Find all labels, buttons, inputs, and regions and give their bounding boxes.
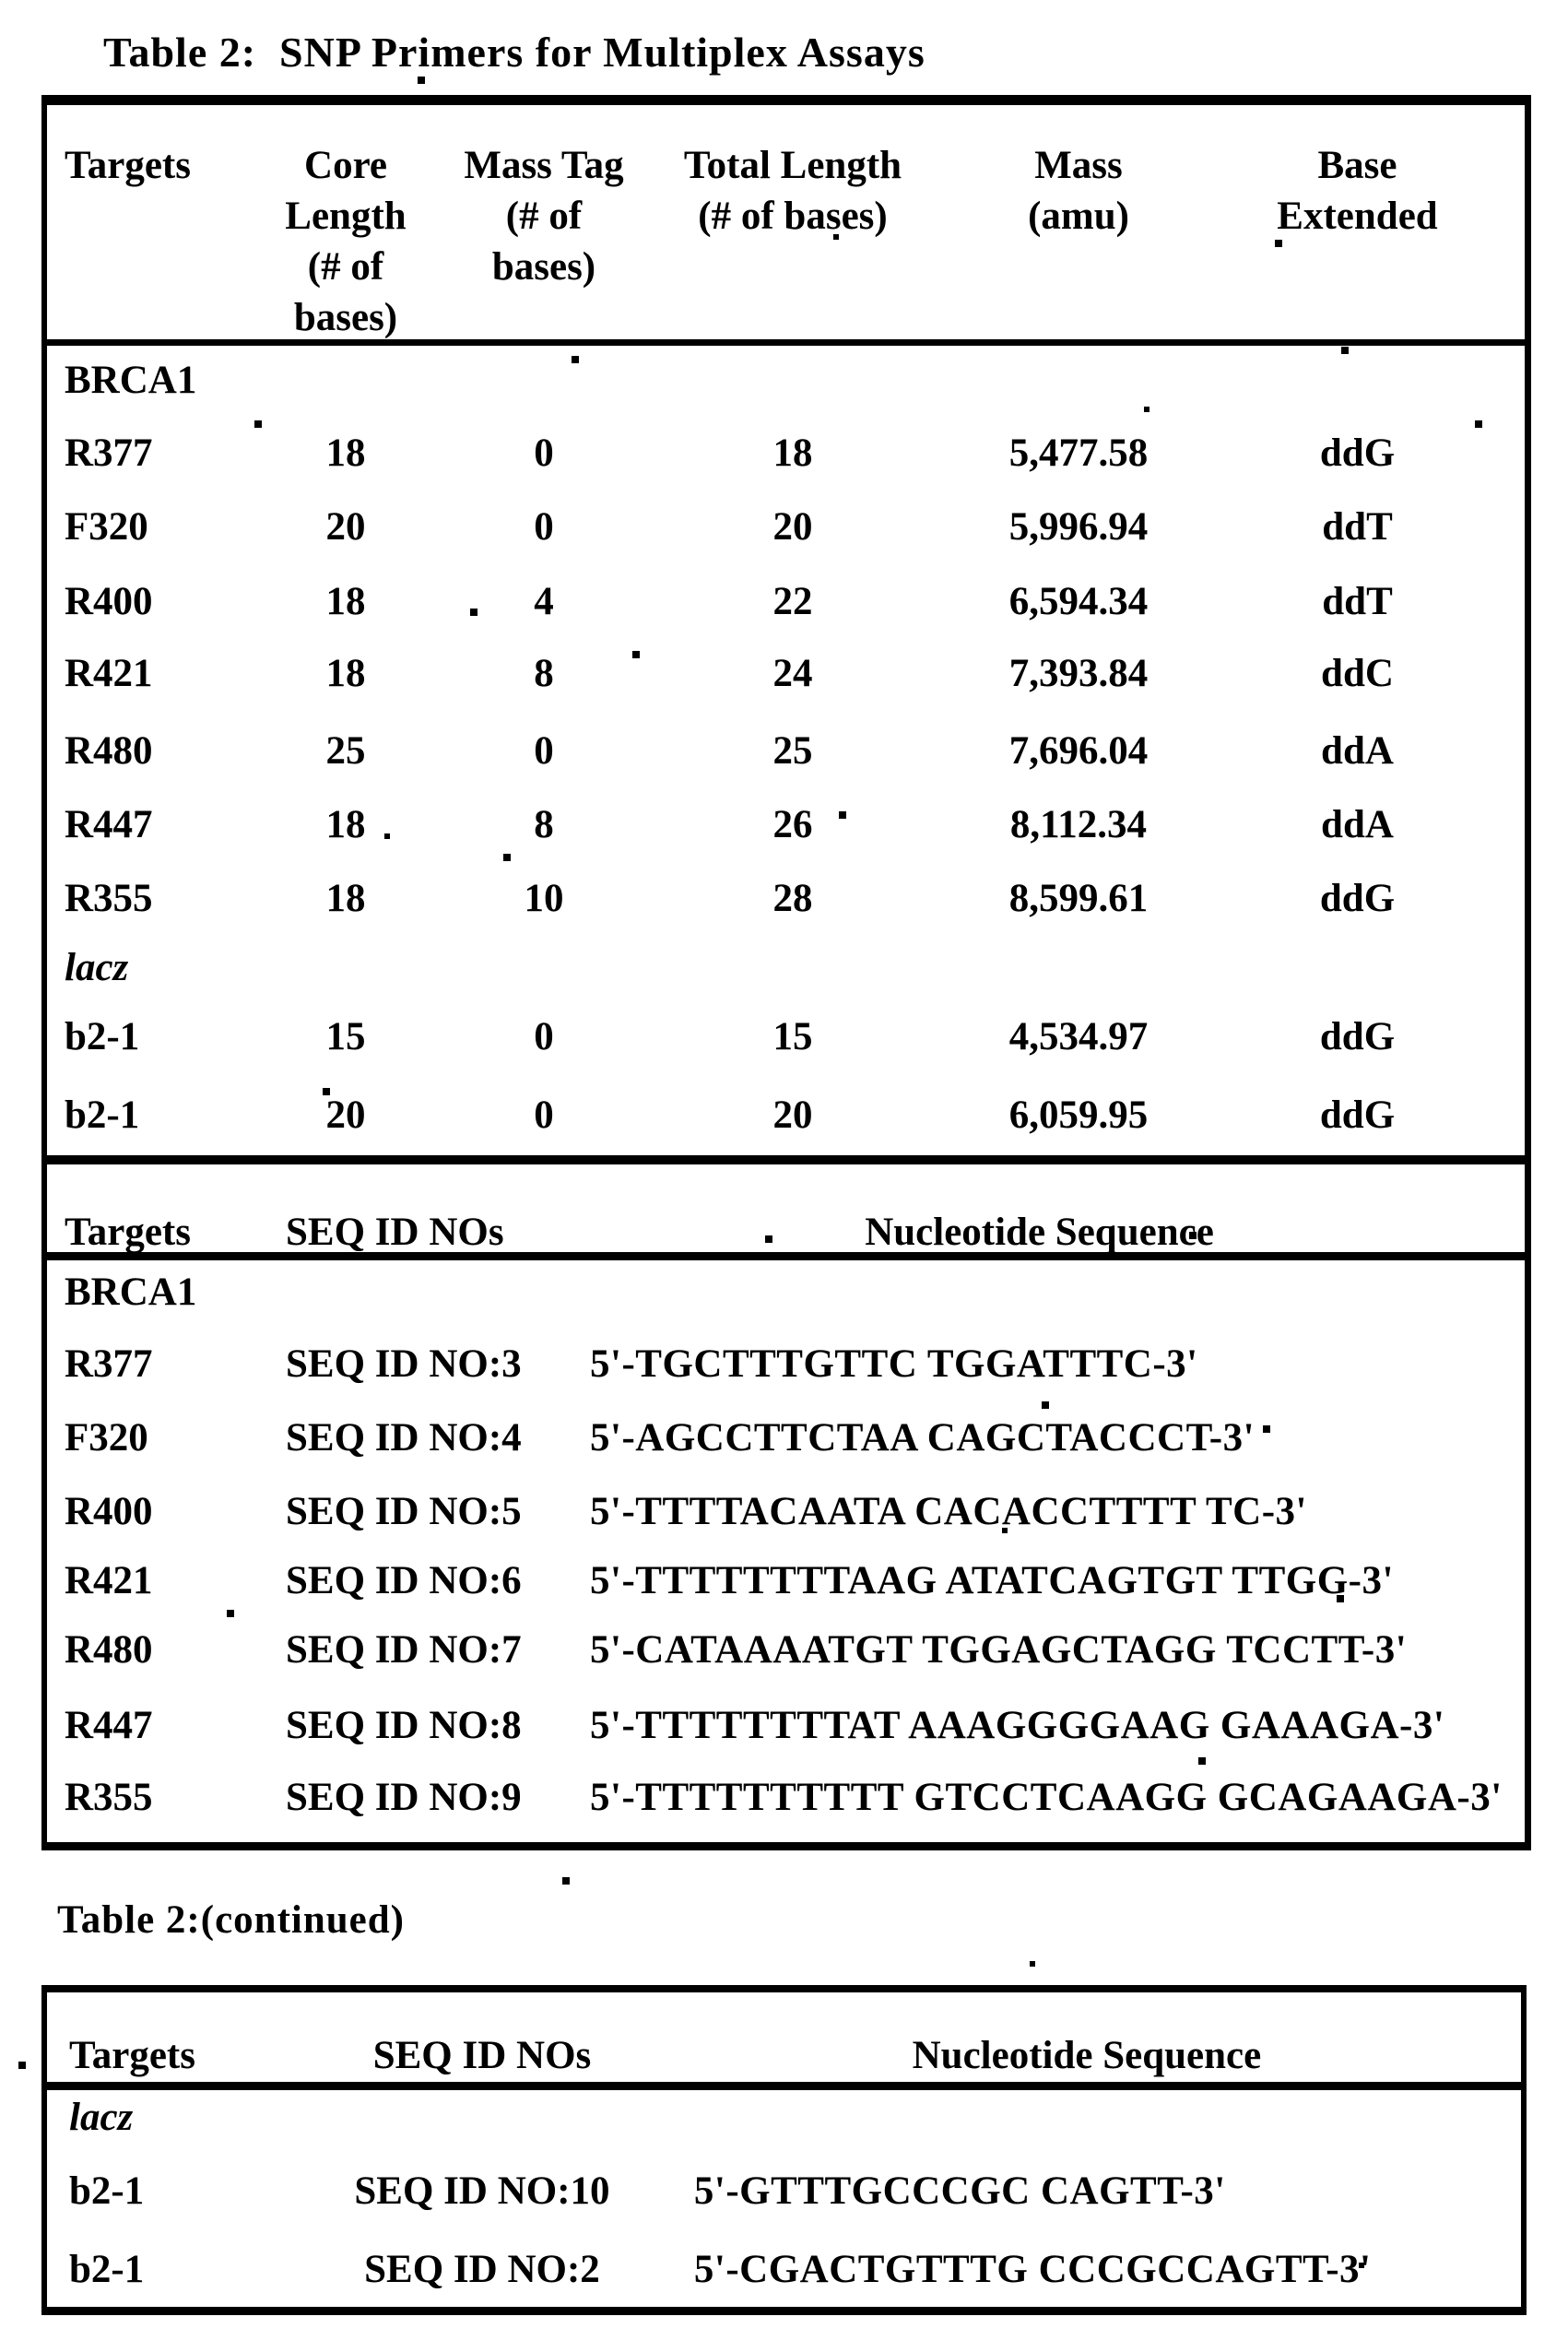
seq-id-cell: SEQ ID NO:7 bbox=[286, 1628, 522, 1672]
table1-table2-separator bbox=[41, 1155, 1531, 1164]
table3-top-border bbox=[41, 1985, 1527, 1992]
mass-cell: 5,477.58 bbox=[1008, 431, 1149, 475]
target-cell: R421 bbox=[65, 652, 153, 695]
target-cell: R355 bbox=[65, 877, 153, 920]
core-length-column-header: Core Length (# of bases) bbox=[285, 144, 407, 339]
table-row bbox=[65, 1775, 1503, 1821]
mass-tag-cell: 10 bbox=[524, 877, 564, 920]
nucleotide-sequence-cell: 5'-CATAAAATGT TGGAGCTAGG TCCTT-3' bbox=[590, 1628, 1408, 1672]
table1-bottom-border bbox=[41, 1842, 1531, 1850]
nucleotide-sequence-cell: 5'-CGACTGTTTG CCCGCCAGTT-3' bbox=[693, 2248, 1372, 2291]
total-length-cell: 22 bbox=[772, 580, 813, 623]
table-row bbox=[65, 1093, 1489, 1139]
table-row bbox=[65, 1627, 1489, 1673]
scan-noise bbox=[0, 0, 4, 4]
base-extended-cell: ddG bbox=[1319, 1093, 1396, 1137]
nucleotide-sequence-cell: 5'-AGCCTTCTAA CAGCTACCCT-3' bbox=[590, 1416, 1256, 1460]
core-length-cell: 18 bbox=[325, 431, 366, 475]
seq-id-cell: SEQ ID NO:10 bbox=[354, 2169, 610, 2213]
table-row bbox=[65, 1341, 1489, 1388]
table-section-row bbox=[65, 1270, 1489, 1316]
table-row bbox=[65, 651, 1489, 697]
mass-column-header: Mass (amu) bbox=[1028, 144, 1129, 238]
target-cell: F320 bbox=[65, 505, 148, 549]
target-cell: R480 bbox=[65, 1628, 153, 1672]
mass-cell: 6,594.34 bbox=[1008, 580, 1149, 623]
target-cell: R400 bbox=[65, 1490, 153, 1533]
mass-tag-cell: 0 bbox=[534, 505, 554, 549]
section-label: lacz bbox=[69, 2096, 134, 2139]
table2-header-row bbox=[65, 1210, 1489, 1256]
core-length-cell: 18 bbox=[325, 877, 366, 920]
section-label: BRCA1 bbox=[65, 1271, 197, 1314]
table1-left-border bbox=[41, 95, 47, 1850]
base-extended-cell: ddA bbox=[1321, 803, 1394, 846]
core-length-cell: 18 bbox=[325, 652, 366, 695]
table-section-row bbox=[65, 945, 1489, 991]
target-cell: R400 bbox=[65, 580, 153, 623]
table-row bbox=[69, 2169, 1480, 2215]
target-cell: R447 bbox=[65, 803, 153, 846]
section-label: BRCA1 bbox=[65, 359, 197, 402]
nucleotide-sequence-cell: 5'-TTTTTTTTAAG ATATCAGTGT TTGG-3' bbox=[590, 1559, 1394, 1602]
table3-bottom-border bbox=[41, 2307, 1527, 2315]
target-cell: R480 bbox=[65, 729, 153, 773]
target-cell: b2-1 bbox=[69, 2248, 145, 2291]
total-length-cell: 24 bbox=[772, 652, 813, 695]
table-row bbox=[65, 728, 1489, 774]
base-extended-column-header: Base Extended bbox=[1277, 144, 1438, 238]
mass-cell: 6,059.95 bbox=[1008, 1093, 1149, 1137]
target-cell: R377 bbox=[65, 1342, 153, 1386]
mass-tag-column-header: Mass Tag (# of bases) bbox=[464, 144, 624, 289]
target-cell: R355 bbox=[65, 1776, 153, 1819]
seq-id-column-header: SEQ ID NOs bbox=[286, 1211, 504, 1254]
base-extended-cell: ddG bbox=[1319, 877, 1396, 920]
targets-column-header: Targets bbox=[65, 1211, 191, 1254]
base-extended-cell: ddA bbox=[1321, 729, 1394, 773]
nucleotide-sequence-cell: 5'-TTTTTTTTTT GTCCTCAAGG GCAGAAGA-3' bbox=[590, 1776, 1503, 1819]
table-row bbox=[65, 1489, 1489, 1535]
target-cell: R377 bbox=[65, 431, 153, 475]
table2-continued-title: Table 2:(continued) bbox=[57, 1898, 405, 1942]
table3-header-row bbox=[69, 2033, 1480, 2079]
table1-top-border bbox=[41, 95, 1531, 105]
table-row bbox=[65, 431, 1489, 477]
page-title: Table 2: SNP Primers for Multiplex Assays bbox=[103, 29, 925, 76]
base-extended-cell: ddG bbox=[1319, 431, 1396, 475]
seq-id-cell: SEQ ID NO:4 bbox=[286, 1416, 522, 1460]
table-row bbox=[65, 1558, 1489, 1604]
mass-tag-cell: 8 bbox=[534, 803, 554, 846]
mass-tag-cell: 4 bbox=[534, 580, 554, 623]
table-row bbox=[65, 1703, 1489, 1749]
total-length-cell: 20 bbox=[772, 1093, 813, 1137]
seq-id-cell: SEQ ID NO:6 bbox=[286, 1559, 522, 1602]
core-length-cell: 20 bbox=[325, 505, 366, 549]
target-cell: b2-1 bbox=[69, 2169, 145, 2213]
seq-id-cell: SEQ ID NO:3 bbox=[286, 1342, 522, 1386]
total-length-cell: 15 bbox=[772, 1015, 813, 1058]
base-extended-cell: ddG bbox=[1319, 1015, 1396, 1058]
table-row bbox=[65, 802, 1489, 848]
target-cell: b2-1 bbox=[65, 1015, 140, 1058]
nucleotide-sequence-cell: 5'-TTTTACAATA CACACCTTTT TC-3' bbox=[590, 1490, 1307, 1533]
seq-id-cell: SEQ ID NO:9 bbox=[286, 1776, 522, 1819]
core-length-cell: 18 bbox=[325, 580, 366, 623]
seq-id-cell: SEQ ID NO:8 bbox=[286, 1704, 522, 1747]
table-row bbox=[65, 1014, 1489, 1060]
mass-tag-cell: 0 bbox=[534, 1093, 554, 1137]
table3-header-separator bbox=[41, 2082, 1527, 2090]
mass-tag-cell: 8 bbox=[534, 652, 554, 695]
table3-right-border bbox=[1521, 1985, 1527, 2315]
table-section-row bbox=[65, 358, 1489, 404]
mass-tag-cell: 0 bbox=[534, 729, 554, 773]
core-length-cell: 20 bbox=[325, 1093, 366, 1137]
table-row bbox=[69, 2247, 1480, 2293]
total-length-cell: 26 bbox=[772, 803, 813, 846]
total-length-cell: 20 bbox=[772, 505, 813, 549]
table-section-row bbox=[69, 2095, 1480, 2141]
target-cell: R421 bbox=[65, 1559, 153, 1602]
total-length-cell: 25 bbox=[772, 729, 813, 773]
table-row bbox=[65, 579, 1489, 625]
total-length-cell: 28 bbox=[772, 877, 813, 920]
mass-cell: 7,393.84 bbox=[1008, 652, 1149, 695]
seq-id-cell: SEQ ID NO:2 bbox=[364, 2248, 600, 2291]
base-extended-cell: ddT bbox=[1322, 505, 1393, 549]
base-extended-cell: ddT bbox=[1322, 580, 1393, 623]
table3-left-border bbox=[41, 1985, 47, 2315]
mass-cell: 4,534.97 bbox=[1008, 1015, 1149, 1058]
core-length-cell: 25 bbox=[325, 729, 366, 773]
mass-tag-cell: 0 bbox=[534, 1015, 554, 1058]
targets-column-header: Targets bbox=[69, 2034, 195, 2077]
total-length-cell: 18 bbox=[772, 431, 813, 475]
table1-right-border bbox=[1525, 95, 1531, 1850]
nucleotide-sequence-column-header: Nucleotide Sequence bbox=[912, 2034, 1262, 2077]
target-cell: b2-1 bbox=[65, 1093, 140, 1137]
table1-header-row bbox=[65, 140, 1489, 343]
mass-cell: 8,112.34 bbox=[1009, 803, 1148, 846]
core-length-cell: 18 bbox=[325, 803, 366, 846]
total-length-column-header: Total Length (# of bases) bbox=[683, 144, 902, 238]
seq-id-cell: SEQ ID NO:5 bbox=[286, 1490, 522, 1533]
base-extended-cell: ddC bbox=[1321, 652, 1394, 695]
nucleotide-sequence-cell: 5'-TGCTTTGTTC TGGATTTC-3' bbox=[590, 1342, 1198, 1386]
target-cell: F320 bbox=[65, 1416, 148, 1460]
table-row bbox=[65, 1415, 1489, 1461]
mass-cell: 8,599.61 bbox=[1008, 877, 1149, 920]
table-row bbox=[65, 504, 1489, 550]
section-label: lacz bbox=[65, 946, 129, 989]
mass-tag-cell: 0 bbox=[534, 431, 554, 475]
seq-id-column-header: SEQ ID NOs bbox=[372, 2034, 592, 2077]
target-cell: R447 bbox=[65, 1704, 153, 1747]
nucleotide-sequence-cell: 5'-TTTTTTTTAT AAAGGGGAAG GAAAGA-3' bbox=[590, 1704, 1445, 1747]
nucleotide-sequence-cell: 5'-GTTTGCCCGC CAGTT-3' bbox=[693, 2169, 1226, 2213]
mass-cell: 7,696.04 bbox=[1008, 729, 1149, 773]
table-row bbox=[65, 876, 1489, 922]
core-length-cell: 15 bbox=[325, 1015, 366, 1058]
nucleotide-sequence-column-header: Nucleotide Sequence bbox=[865, 1211, 1214, 1254]
mass-cell: 5,996.94 bbox=[1008, 505, 1149, 549]
targets-column-header: Targets bbox=[65, 144, 191, 187]
